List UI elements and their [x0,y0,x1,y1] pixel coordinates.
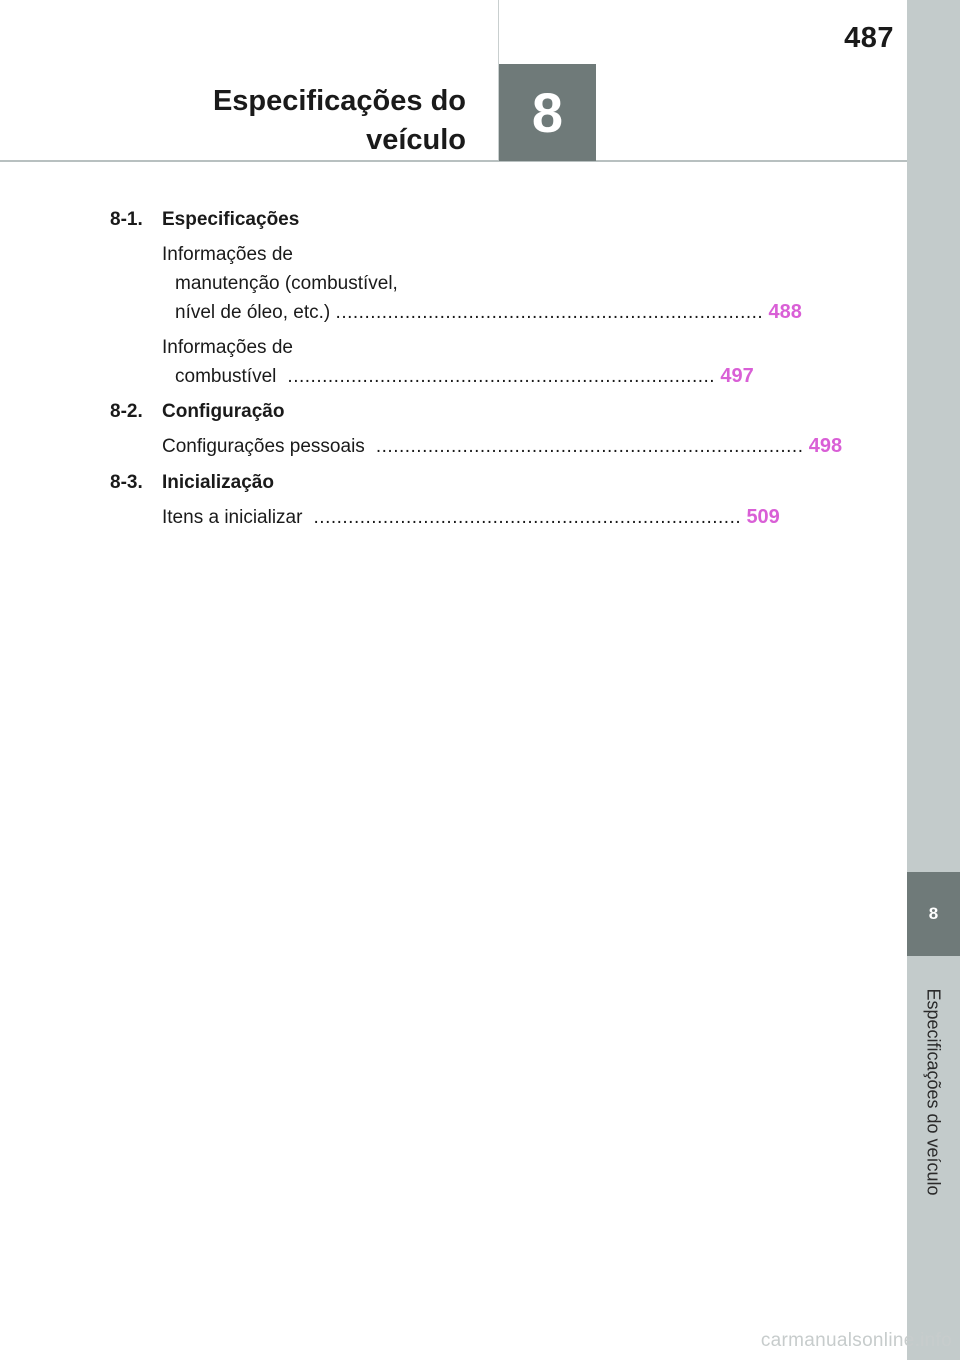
header-divider-horizontal [0,160,907,162]
chapter-title-line2: veículo [366,124,466,156]
toc-entry-fuel[interactable] [162,333,754,391]
entry-line: Informações de [162,337,293,358]
entry-leader-line [162,362,754,391]
page-link[interactable]: 488 [768,301,802,323]
section-number: 8-3. [110,472,143,493]
page-number: 487 [844,22,894,54]
section-number: 8-2. [110,401,143,422]
page-link[interactable]: 498 [808,435,843,457]
dot-leader: .......................................................................... [335,302,764,323]
section-title: Configuração [162,401,285,422]
entry-leader-line [162,503,780,532]
dot-leader: .......................................................................... [370,436,804,457]
entry-leader-line [162,432,843,461]
toc-section-8-3 [110,471,274,495]
toc-entry-init-items[interactable] [162,503,780,532]
toc-section-8-1 [110,208,299,232]
dot-leader: .......................................................................... [307,507,742,528]
section-number: 8-1. [110,209,143,230]
toc-section-8-2 [110,400,284,424]
dot-leader: .......................................................................... [281,366,716,387]
entry-text: combustível [175,366,277,387]
entry-text: Configurações pessoais [162,436,365,457]
toc-entry-personal-settings[interactable] [162,432,843,461]
toc-entry-maintenance[interactable] [162,240,802,327]
watermark: carmanualsonline.info [760,1330,952,1351]
page-link[interactable]: 509 [746,506,780,528]
entry-text: nível de óleo, etc.) [175,302,331,323]
entry-leader-line [162,298,802,327]
chapter-title-line1: Especificações do [212,85,466,117]
section-title: Especificações [162,209,300,230]
entry-line: manutenção (combustível, [175,273,398,294]
side-tab-chapter[interactable]: 8 [907,872,960,956]
section-title: Inicialização [162,472,274,493]
chapter-title [213,82,466,160]
page-link[interactable]: 497 [720,365,754,387]
entry-line: Informações de [162,244,293,265]
side-label: Especificações do veículo [923,988,944,1196]
chapter-number-box: 8 [499,64,596,161]
entry-text: Itens a inicializar [162,507,303,528]
